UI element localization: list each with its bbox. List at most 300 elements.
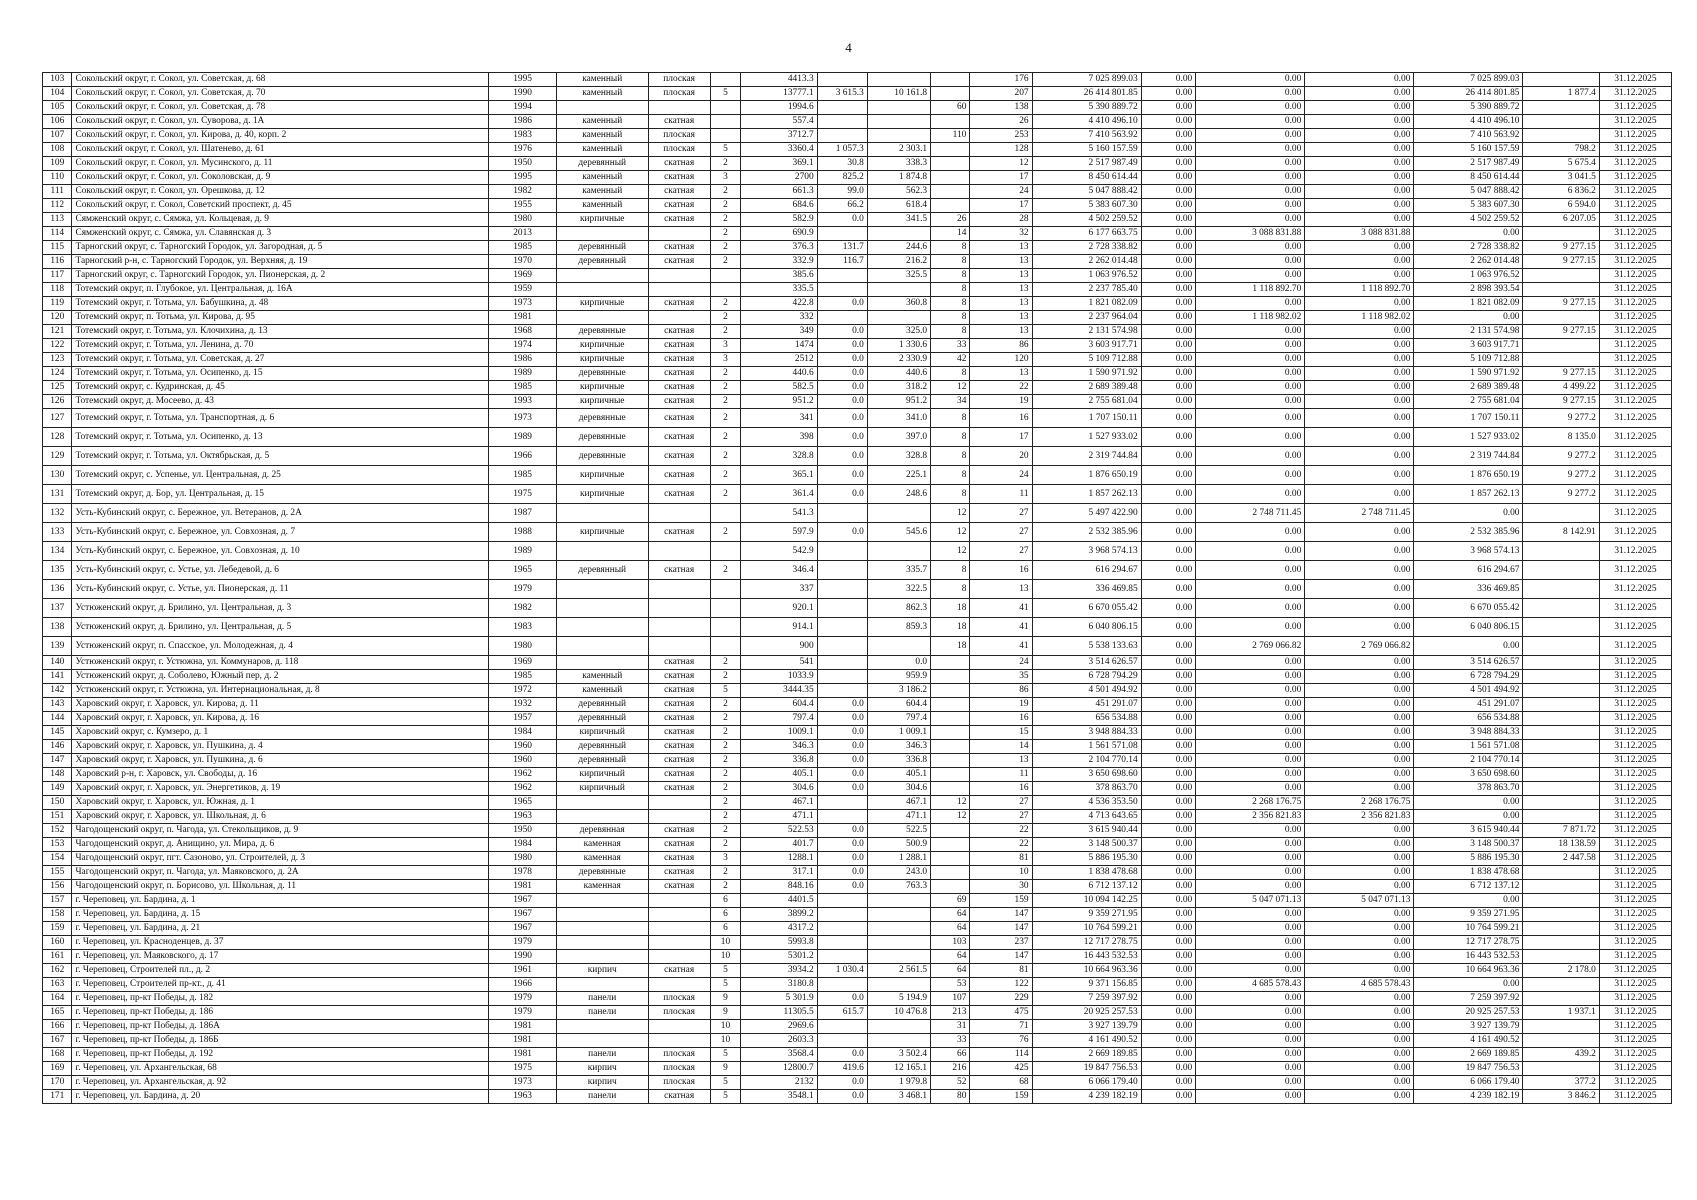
cell-roof-type (648, 894, 710, 908)
cell-area-b: 500.9 (867, 838, 930, 852)
cell-row-no: 107 (43, 129, 72, 143)
cell-area-a: 0.0 (817, 838, 867, 852)
cell-total-cost: 3 615 940.44 (1032, 824, 1141, 838)
cell-row-no: 129 (43, 447, 72, 466)
cell-area-a: 30.8 (817, 157, 867, 171)
cell-year: 1969 (489, 656, 557, 670)
cell-unit-cost: 9 277.2 (1523, 466, 1599, 485)
cell-row-no: 130 (43, 466, 72, 485)
cell-count-a: 33 (931, 1034, 970, 1048)
cell-cost-a: 0.00 (1141, 87, 1196, 101)
cell-address: г. Череповец, ул. Бардина, д. 21 (72, 922, 489, 936)
cell-unit-cost (1523, 73, 1599, 87)
cell-total-area: 3548.1 (741, 1090, 817, 1104)
cell-cost-d: 7 410 563.92 (1414, 129, 1523, 143)
cell-wall-material (556, 894, 648, 908)
cell-area-a: 0.0 (817, 367, 867, 381)
cell-unit-cost (1523, 740, 1599, 754)
cell-floors: 5 (710, 964, 741, 978)
cell-floors: 2 (710, 428, 741, 447)
cell-year: 1986 (489, 353, 557, 367)
cell-cost-a: 0.00 (1141, 740, 1196, 754)
cell-count-b: 41 (970, 618, 1032, 637)
cell-row-no: 164 (43, 992, 72, 1006)
cell-deadline: 31.12.2025 (1599, 73, 1671, 87)
cell-cost-b: 1 118 892.70 (1196, 283, 1305, 297)
cell-roof-type (648, 810, 710, 824)
table-row (43, 824, 1672, 838)
cell-count-a (931, 824, 970, 838)
cell-cost-c: 0.00 (1305, 101, 1414, 115)
cell-count-b: 207 (970, 87, 1032, 101)
cell-wall-material (556, 796, 648, 810)
cell-roof-type: скатная (648, 395, 710, 409)
cell-count-b: 13 (970, 580, 1032, 599)
cell-roof-type: скатная (648, 171, 710, 185)
cell-cost-a: 0.00 (1141, 381, 1196, 395)
cell-cost-d: 3 927 139.79 (1414, 1020, 1523, 1034)
cell-area-a: 0.0 (817, 395, 867, 409)
cell-roof-type (648, 580, 710, 599)
cell-roof-type (648, 269, 710, 283)
cell-total-cost: 5 538 133.63 (1032, 637, 1141, 656)
cell-year: 1981 (489, 1048, 557, 1062)
cell-address: Сокольский округ, г. Сокол, ул. Суворова, д. 1А (72, 115, 489, 129)
cell-year: 1975 (489, 485, 557, 504)
cell-wall-material: кирпичный (556, 726, 648, 740)
cell-deadline: 31.12.2025 (1599, 782, 1671, 796)
cell-floors: 2 (710, 796, 741, 810)
cell-cost-b: 0.00 (1196, 466, 1305, 485)
cell-address: Усть-Кубинский округ, с. Бережное, ул. Ветеранов, д. 2А (72, 504, 489, 523)
cell-address: г. Череповец, пр-кт Победы, д. 182 (72, 992, 489, 1006)
cell-cost-d: 1 707 150.11 (1414, 409, 1523, 428)
cell-area-a: 0.0 (817, 866, 867, 880)
cell-count-b: 10 (970, 866, 1032, 880)
cell-cost-d: 10 764 599.21 (1414, 922, 1523, 936)
cell-count-b: 27 (970, 504, 1032, 523)
cell-cost-c: 0.00 (1305, 466, 1414, 485)
cell-cost-b: 0.00 (1196, 1090, 1305, 1104)
cell-unit-cost (1523, 978, 1599, 992)
cell-cost-d: 2 532 385.96 (1414, 523, 1523, 542)
cell-wall-material: кирпичные (556, 297, 648, 311)
cell-wall-material: каменный (556, 171, 648, 185)
cell-cost-a: 0.00 (1141, 768, 1196, 782)
cell-address: Тотемский округ, г. Тотьма, ул. Транспортная, д. 6 (72, 409, 489, 428)
cell-unit-cost (1523, 542, 1599, 561)
cell-cost-a: 0.00 (1141, 255, 1196, 269)
cell-floors: 6 (710, 894, 741, 908)
cell-cost-a: 0.00 (1141, 466, 1196, 485)
cell-area-a: 0.0 (817, 1076, 867, 1090)
cell-cost-d: 336 469.85 (1414, 580, 1523, 599)
cell-wall-material (556, 227, 648, 241)
cell-address: Харовский округ, г. Харовск, ул. Южная, д. 1 (72, 796, 489, 810)
cell-cost-c: 0.00 (1305, 580, 1414, 599)
table-row (43, 101, 1672, 115)
cell-total-cost: 4 502 259.52 (1032, 213, 1141, 227)
cell-cost-b: 0.00 (1196, 1034, 1305, 1048)
cell-cost-a: 0.00 (1141, 101, 1196, 115)
cell-total-cost: 5 390 889.72 (1032, 101, 1141, 115)
cell-count-b: 20 (970, 447, 1032, 466)
cell-year: 1985 (489, 241, 557, 255)
cell-count-b: 17 (970, 199, 1032, 213)
cell-total-cost: 1 876 650.19 (1032, 466, 1141, 485)
cell-cost-d: 5 383 607.30 (1414, 199, 1523, 213)
cell-year: 1962 (489, 768, 557, 782)
cell-area-a: 0.0 (817, 768, 867, 782)
cell-deadline: 31.12.2025 (1599, 129, 1671, 143)
cell-deadline: 31.12.2025 (1599, 283, 1671, 297)
cell-area-a: 0.0 (817, 698, 867, 712)
cell-cost-c: 0.00 (1305, 269, 1414, 283)
cell-wall-material (556, 810, 648, 824)
cell-cost-a: 0.00 (1141, 866, 1196, 880)
cell-unit-cost (1523, 936, 1599, 950)
cell-cost-c: 0.00 (1305, 171, 1414, 185)
cell-count-b: 13 (970, 297, 1032, 311)
cell-total-cost: 2 104 770.14 (1032, 754, 1141, 768)
cell-year: 1984 (489, 838, 557, 852)
cell-row-no: 161 (43, 950, 72, 964)
cell-area-a (817, 115, 867, 129)
cell-unit-cost (1523, 101, 1599, 115)
cell-unit-cost (1523, 810, 1599, 824)
cell-roof-type: плоская (648, 129, 710, 143)
cell-cost-c: 0.00 (1305, 409, 1414, 428)
cell-area-b: 440.6 (867, 367, 930, 381)
cell-area-b: 2 303.1 (867, 143, 930, 157)
cell-total-area: 582.5 (741, 381, 817, 395)
cell-area-b: 243.0 (867, 866, 930, 880)
cell-count-a: 8 (931, 561, 970, 580)
cell-floors: 2 (710, 656, 741, 670)
cell-unit-cost: 439.2 (1523, 1048, 1599, 1062)
cell-roof-type: скатная (648, 255, 710, 269)
cell-area-b: 618.4 (867, 199, 930, 213)
cell-cost-d: 616 294.67 (1414, 561, 1523, 580)
cell-count-b: 17 (970, 428, 1032, 447)
cell-wall-material: деревянный (556, 157, 648, 171)
cell-deadline: 31.12.2025 (1599, 269, 1671, 283)
cell-total-cost: 7 410 563.92 (1032, 129, 1141, 143)
cell-year: 1967 (489, 894, 557, 908)
cell-address: Сокольский округ, г. Сокол, ул. Соколовская, д. 9 (72, 171, 489, 185)
cell-area-b (867, 504, 930, 523)
cell-cost-d: 1 876 650.19 (1414, 466, 1523, 485)
cell-cost-d: 2 898 393.54 (1414, 283, 1523, 297)
cell-cost-d: 378 863.70 (1414, 782, 1523, 796)
cell-total-area: 2132 (741, 1076, 817, 1090)
cell-count-a (931, 199, 970, 213)
cell-area-a (817, 1034, 867, 1048)
cell-cost-a: 0.00 (1141, 726, 1196, 740)
cell-area-a: 0.0 (817, 726, 867, 740)
cell-unit-cost: 1 877.4 (1523, 87, 1599, 101)
cell-year: 1983 (489, 618, 557, 637)
cell-year: 1983 (489, 129, 557, 143)
cell-wall-material (556, 936, 648, 950)
cell-cost-d: 1 590 971.92 (1414, 367, 1523, 381)
cell-cost-d: 0.00 (1414, 810, 1523, 824)
cell-cost-b: 0.00 (1196, 936, 1305, 950)
cell-row-no: 134 (43, 542, 72, 561)
cell-row-no: 152 (43, 824, 72, 838)
cell-area-b (867, 542, 930, 561)
cell-wall-material (556, 504, 648, 523)
cell-area-a (817, 311, 867, 325)
cell-count-b: 17 (970, 171, 1032, 185)
cell-cost-c: 0.00 (1305, 992, 1414, 1006)
cell-row-no: 104 (43, 87, 72, 101)
cell-area-b: 244.6 (867, 241, 930, 255)
cell-cost-c: 0.00 (1305, 684, 1414, 698)
cell-deadline: 31.12.2025 (1599, 353, 1671, 367)
cell-wall-material: панели (556, 1048, 648, 1062)
cell-area-b: 248.6 (867, 485, 930, 504)
cell-cost-a: 0.00 (1141, 213, 1196, 227)
cell-cost-d: 3 615 940.44 (1414, 824, 1523, 838)
cell-wall-material: панели (556, 1090, 648, 1104)
cell-cost-d: 26 414 801.85 (1414, 87, 1523, 101)
cell-roof-type: плоская (648, 143, 710, 157)
cell-count-b: 475 (970, 1006, 1032, 1020)
cell-row-no: 124 (43, 367, 72, 381)
cell-area-a (817, 656, 867, 670)
cell-total-area: 13777.1 (741, 87, 817, 101)
table-row (43, 754, 1672, 768)
cell-area-b: 338.3 (867, 157, 930, 171)
cell-unit-cost: 18 138.59 (1523, 838, 1599, 852)
cell-total-cost: 4 501 494.92 (1032, 684, 1141, 698)
cell-cost-c: 0.00 (1305, 964, 1414, 978)
cell-count-a: 12 (931, 810, 970, 824)
cell-wall-material: деревянный (556, 754, 648, 768)
cell-cost-c: 0.00 (1305, 157, 1414, 171)
cell-total-cost: 6 066 179.40 (1032, 1076, 1141, 1090)
cell-total-area: 541.3 (741, 504, 817, 523)
cell-cost-b: 0.00 (1196, 485, 1305, 504)
cell-cost-c: 0.00 (1305, 824, 1414, 838)
cell-cost-b: 0.00 (1196, 428, 1305, 447)
cell-count-a: 18 (931, 599, 970, 618)
cell-cost-b: 0.00 (1196, 838, 1305, 852)
cell-floors: 3 (710, 852, 741, 866)
cell-row-no: 114 (43, 227, 72, 241)
cell-total-cost: 3 948 884.33 (1032, 726, 1141, 740)
cell-cost-a: 0.00 (1141, 523, 1196, 542)
cell-year: 1968 (489, 325, 557, 339)
cell-address: Усть-Кубинский округ, с. Устье, ул. Пионерская, д. 11 (72, 580, 489, 599)
cell-deadline: 31.12.2025 (1599, 740, 1671, 754)
cell-row-no: 103 (43, 73, 72, 87)
cell-deadline: 31.12.2025 (1599, 880, 1671, 894)
cell-roof-type: скатная (648, 381, 710, 395)
cell-total-cost: 3 514 626.57 (1032, 656, 1141, 670)
cell-address: Усть-Кубинский округ, с. Бережное, ул. Совхозная, д. 10 (72, 542, 489, 561)
cell-roof-type (648, 599, 710, 618)
cell-address: Харовский округ, г. Харовск, ул. Кирова, д. 16 (72, 712, 489, 726)
cell-area-a: 0.0 (817, 485, 867, 504)
cell-address: Тотемский округ, п. Тотьма, ул. Кирова, д. 95 (72, 311, 489, 325)
cell-row-no: 151 (43, 810, 72, 824)
cell-roof-type (648, 922, 710, 936)
cell-count-a: 66 (931, 1048, 970, 1062)
cell-wall-material: деревянные (556, 325, 648, 339)
cell-cost-a: 0.00 (1141, 269, 1196, 283)
cell-total-cost: 5 497 422.90 (1032, 504, 1141, 523)
table-row (43, 670, 1672, 684)
cell-wall-material: кирпичные (556, 523, 648, 542)
cell-count-b: 71 (970, 1020, 1032, 1034)
cell-count-b: 14 (970, 740, 1032, 754)
cell-cost-d: 1 561 571.08 (1414, 740, 1523, 754)
cell-floors: 2 (710, 768, 741, 782)
cell-total-cost: 2 237 964.04 (1032, 311, 1141, 325)
cell-unit-cost (1523, 950, 1599, 964)
cell-year: 1995 (489, 171, 557, 185)
cell-year: 1982 (489, 599, 557, 618)
cell-total-area: 4401.5 (741, 894, 817, 908)
cell-count-b: 176 (970, 73, 1032, 87)
cell-cost-b: 0.00 (1196, 698, 1305, 712)
cell-unit-cost: 9 277.15 (1523, 367, 1599, 381)
cell-wall-material: кирпичные (556, 381, 648, 395)
cell-total-area: 332.9 (741, 255, 817, 269)
cell-cost-a: 0.00 (1141, 447, 1196, 466)
cell-area-b (867, 115, 930, 129)
table-row (43, 542, 1672, 561)
cell-floors (710, 129, 741, 143)
cell-floors: 10 (710, 1020, 741, 1034)
cell-roof-type (648, 908, 710, 922)
cell-wall-material: каменная (556, 880, 648, 894)
cell-address: Сокольский округ, г. Сокол, ул. Мусинского, д. 11 (72, 157, 489, 171)
cell-year: 1989 (489, 428, 557, 447)
cell-cost-d: 656 534.88 (1414, 712, 1523, 726)
cell-deadline: 31.12.2025 (1599, 992, 1671, 1006)
cell-area-b: 3 502.4 (867, 1048, 930, 1062)
cell-row-no: 122 (43, 339, 72, 353)
cell-unit-cost: 4 499.22 (1523, 381, 1599, 395)
cell-count-a: 8 (931, 367, 970, 381)
cell-row-no: 163 (43, 978, 72, 992)
cell-cost-d: 4 502 259.52 (1414, 213, 1523, 227)
cell-count-a (931, 740, 970, 754)
cell-cost-d: 9 359 271.95 (1414, 908, 1523, 922)
cell-address: Харовский округ, с. Кумзеро, д. 1 (72, 726, 489, 740)
cell-wall-material: деревянные (556, 367, 648, 381)
cell-count-b: 147 (970, 908, 1032, 922)
cell-row-no: 128 (43, 428, 72, 447)
cell-deadline: 31.12.2025 (1599, 866, 1671, 880)
cell-deadline: 31.12.2025 (1599, 1076, 1671, 1090)
cell-total-cost: 4 161 490.52 (1032, 1034, 1141, 1048)
cell-cost-d: 0.00 (1414, 978, 1523, 992)
cell-cost-b: 0.00 (1196, 542, 1305, 561)
cell-address: Харовский округ, г. Харовск, ул. Кирова, д. 11 (72, 698, 489, 712)
cell-count-b: 16 (970, 712, 1032, 726)
cell-count-a (931, 754, 970, 768)
cell-cost-d: 5 390 889.72 (1414, 101, 1523, 115)
cell-total-cost: 3 927 139.79 (1032, 1020, 1141, 1034)
cell-area-b: 5 194.9 (867, 992, 930, 1006)
cell-total-area: 684.6 (741, 199, 817, 213)
cell-cost-c: 0.00 (1305, 1034, 1414, 1048)
cell-cost-c: 0.00 (1305, 656, 1414, 670)
cell-unit-cost: 2 178.0 (1523, 964, 1599, 978)
cell-year: 1979 (489, 936, 557, 950)
cell-row-no: 157 (43, 894, 72, 908)
cell-unit-cost (1523, 726, 1599, 740)
cell-count-b: 12 (970, 157, 1032, 171)
cell-cost-c: 0.00 (1305, 1090, 1414, 1104)
cell-year: 1985 (489, 670, 557, 684)
cell-cost-c: 0.00 (1305, 297, 1414, 311)
cell-total-area: 361.4 (741, 485, 817, 504)
cell-cost-d: 4 501 494.92 (1414, 684, 1523, 698)
cell-area-b: 3 468.1 (867, 1090, 930, 1104)
cell-year: 1985 (489, 381, 557, 395)
cell-area-b: 604.4 (867, 698, 930, 712)
cell-address: г. Череповец, ул. Красноденцев, д. 37 (72, 936, 489, 950)
cell-cost-a: 0.00 (1141, 670, 1196, 684)
cell-count-b: 35 (970, 670, 1032, 684)
cell-wall-material (556, 922, 648, 936)
cell-count-a: 12 (931, 381, 970, 395)
cell-count-a: 33 (931, 339, 970, 353)
cell-area-b: 467.1 (867, 796, 930, 810)
cell-cost-a: 0.00 (1141, 199, 1196, 213)
cell-cost-d: 6 728 794.29 (1414, 670, 1523, 684)
cell-cost-a: 0.00 (1141, 1076, 1196, 1090)
cell-year: 1960 (489, 754, 557, 768)
cell-unit-cost (1523, 580, 1599, 599)
cell-cost-b: 0.00 (1196, 213, 1305, 227)
cell-wall-material: кирпич (556, 1062, 648, 1076)
cell-unit-cost (1523, 115, 1599, 129)
cell-count-b: 27 (970, 796, 1032, 810)
cell-cost-d: 5 047 888.42 (1414, 185, 1523, 199)
cell-roof-type (648, 796, 710, 810)
cell-cost-a: 0.00 (1141, 754, 1196, 768)
cell-row-no: 140 (43, 656, 72, 670)
cell-total-area: 385.6 (741, 269, 817, 283)
cell-roof-type: плоская (648, 1062, 710, 1076)
cell-total-area: 797.4 (741, 712, 817, 726)
cell-wall-material (556, 580, 648, 599)
cell-unit-cost (1523, 684, 1599, 698)
cell-cost-c: 0.00 (1305, 726, 1414, 740)
table-row (43, 504, 1672, 523)
cell-cost-d: 3 148 500.37 (1414, 838, 1523, 852)
cell-floors: 2 (710, 367, 741, 381)
cell-cost-b: 0.00 (1196, 101, 1305, 115)
cell-area-b (867, 73, 930, 87)
cell-total-cost: 10 094 142.25 (1032, 894, 1141, 908)
cell-area-b: 360.8 (867, 297, 930, 311)
cell-total-area: 3180.8 (741, 978, 817, 992)
cell-area-a: 0.0 (817, 466, 867, 485)
cell-cost-a: 0.00 (1141, 283, 1196, 297)
cell-roof-type: скатная (648, 523, 710, 542)
cell-deadline: 31.12.2025 (1599, 255, 1671, 269)
cell-cost-b: 0.00 (1196, 740, 1305, 754)
cell-year: 1975 (489, 1062, 557, 1076)
cell-address: Устюженский округ, д. Брилино, ул. Центральная, д. 5 (72, 618, 489, 637)
